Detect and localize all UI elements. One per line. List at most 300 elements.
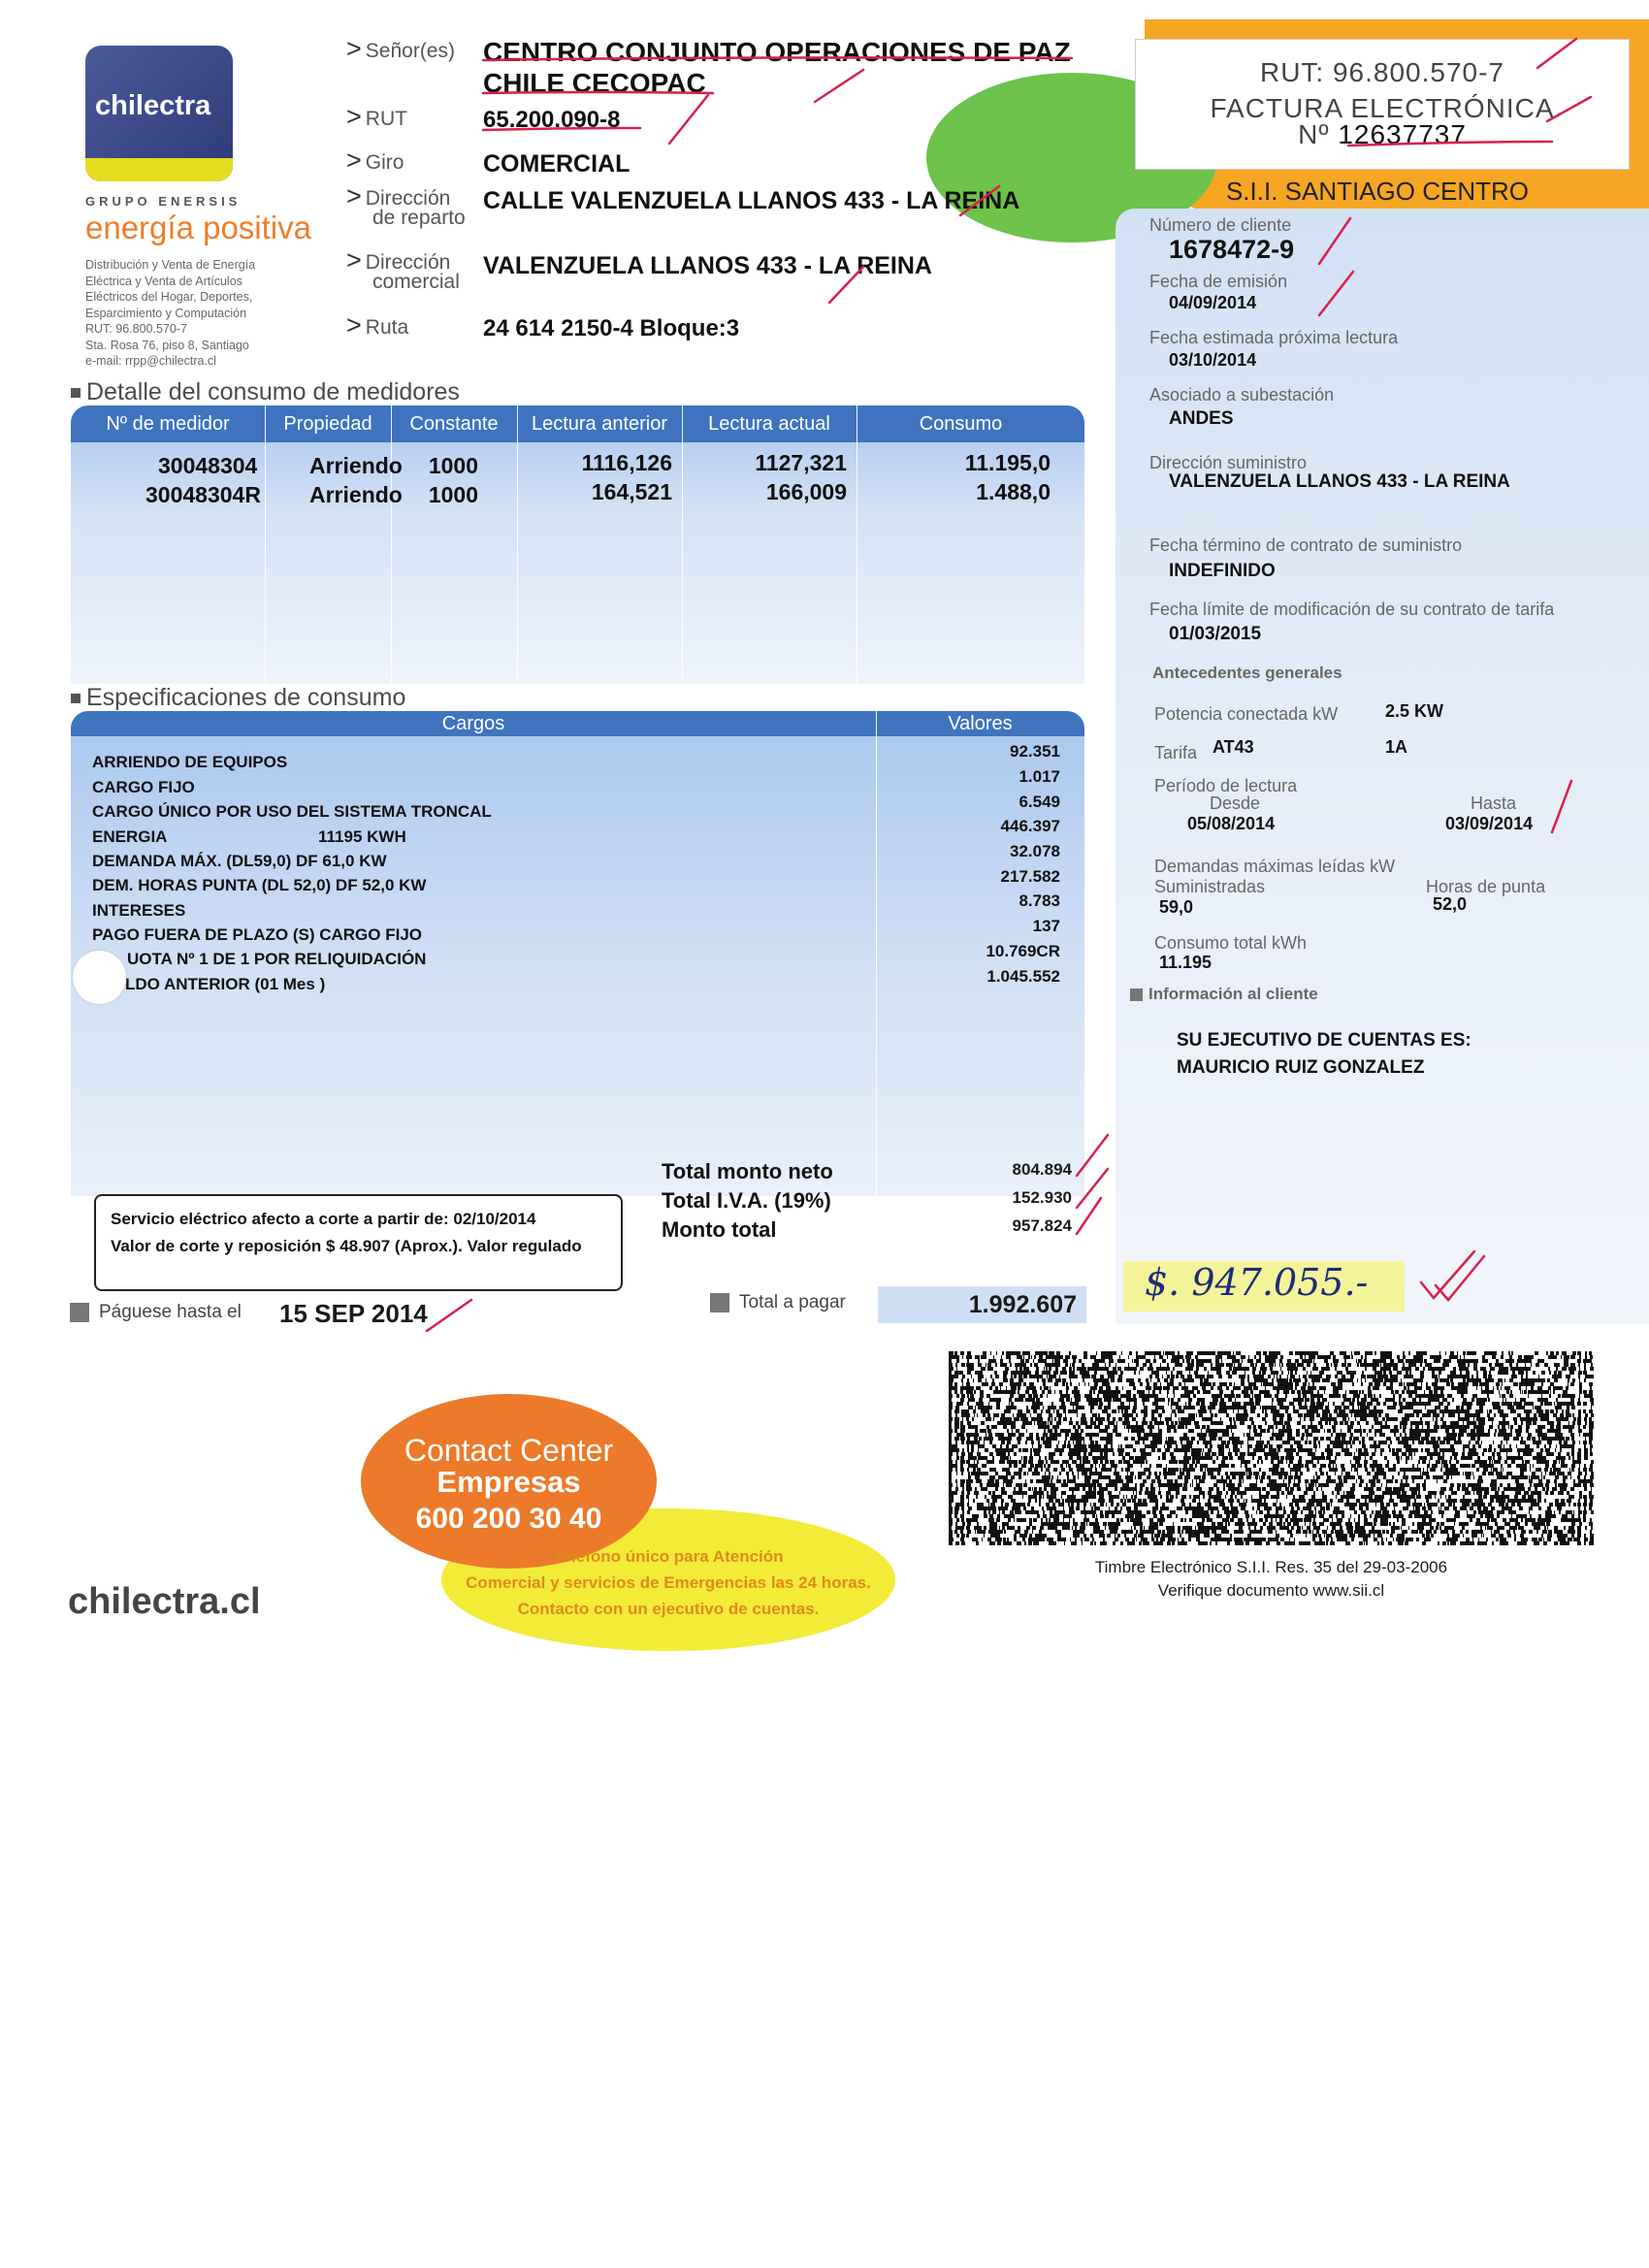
barcode-module (1050, 1441, 1051, 1444)
barcode-module (1426, 1429, 1430, 1433)
barcode-module (1060, 1429, 1061, 1433)
barcode-module (1310, 1394, 1314, 1398)
barcode-module (991, 1382, 994, 1386)
barcode-module (1412, 1475, 1415, 1479)
barcode-module (1401, 1441, 1405, 1444)
barcode-module (1175, 1479, 1177, 1483)
barcode-module (1394, 1394, 1395, 1398)
barcode-module (1444, 1425, 1448, 1429)
barcode-module (1023, 1472, 1026, 1475)
barcode-module (949, 1371, 951, 1375)
barcode-module (1191, 1363, 1194, 1367)
barcode-module (1155, 1417, 1157, 1421)
barcode-module (1224, 1394, 1227, 1398)
barcode-module (1180, 1468, 1181, 1472)
barcode-module (1028, 1386, 1030, 1390)
barcode-module (979, 1359, 980, 1363)
barcode-module (1004, 1456, 1005, 1460)
barcode-module (1288, 1417, 1292, 1421)
barcode-module (1408, 1413, 1412, 1417)
barcode-module (1353, 1394, 1354, 1398)
barcode-module (1568, 1472, 1571, 1475)
barcode-module (968, 1425, 970, 1429)
barcode-module (1315, 1456, 1317, 1460)
barcode-module (950, 1425, 952, 1429)
barcode-module (1160, 1363, 1161, 1367)
barcode-module (1179, 1371, 1182, 1375)
barcode-module (1258, 1425, 1262, 1429)
barcode-module (1104, 1444, 1108, 1448)
barcode-module (989, 1417, 991, 1421)
barcode-module (1445, 1468, 1446, 1472)
barcode-module (1234, 1421, 1235, 1425)
barcode-module (1472, 1452, 1475, 1456)
barcode-module (1056, 1409, 1057, 1413)
barcode-module (1568, 1394, 1572, 1398)
barcode-module (1284, 1475, 1287, 1479)
barcode-module (1521, 1359, 1524, 1363)
barcode-module (1319, 1444, 1320, 1448)
barcode-module (1256, 1359, 1257, 1363)
barcode-module (1021, 1464, 1025, 1468)
barcode-module (1176, 1444, 1178, 1448)
barcode-module (1219, 1429, 1223, 1433)
barcode-module (1439, 1448, 1443, 1452)
barcode-module (1203, 1472, 1206, 1475)
barcode-module (1393, 1429, 1394, 1433)
barcode-module (1160, 1437, 1162, 1441)
barcode-module (1191, 1375, 1192, 1378)
barcode-module (1500, 1413, 1501, 1417)
barcode-module (1082, 1444, 1085, 1448)
barcode-module (1310, 1425, 1313, 1429)
barcode-module (1398, 1409, 1399, 1413)
barcode-module (1003, 1378, 1006, 1382)
barcode-module (1013, 1382, 1017, 1386)
barcode-module (1434, 1437, 1436, 1441)
barcode-module (1128, 1367, 1130, 1371)
barcode-module (1528, 1390, 1529, 1394)
barcode-module (995, 1448, 998, 1452)
barcode-module (1436, 1417, 1438, 1421)
barcode-module (1421, 1421, 1423, 1425)
barcode-module (1153, 1394, 1157, 1398)
barcode-module (1472, 1359, 1475, 1363)
barcode-module (1480, 1409, 1483, 1413)
barcode-module (1571, 1452, 1573, 1456)
barcode-module (1083, 1371, 1086, 1375)
barcode-module (1000, 1456, 1003, 1460)
barcode-module (1414, 1363, 1416, 1367)
barcode-module (1183, 1433, 1187, 1437)
barcode-module (1106, 1483, 1109, 1487)
barcode-module (1526, 1417, 1530, 1421)
barcode-module (1114, 1371, 1117, 1375)
barcode-module (1456, 1468, 1458, 1472)
barcode-module (1026, 1417, 1028, 1421)
barcode-module (1239, 1375, 1241, 1378)
barcode-module (1139, 1371, 1140, 1375)
barcode-module (1431, 1437, 1434, 1441)
barcode-module (1568, 1375, 1570, 1378)
barcode-module (1064, 1441, 1066, 1444)
barcode-module (1147, 1382, 1149, 1386)
barcode-module (1430, 1468, 1432, 1472)
barcode-module (1305, 1413, 1308, 1417)
barcode-module (1214, 1475, 1216, 1479)
barcode-module (1033, 1394, 1036, 1398)
barcode-module (1547, 1378, 1550, 1382)
barcode-module (1423, 1472, 1426, 1475)
barcode-module (1159, 1398, 1163, 1402)
barcode-module (1289, 1402, 1293, 1406)
barcode-module (1470, 1406, 1471, 1409)
barcode-module (1404, 1375, 1406, 1378)
barcode-module (1276, 1386, 1277, 1390)
barcode-module (974, 1456, 977, 1460)
barcode-module (1066, 1371, 1067, 1375)
barcode-module (1561, 1456, 1562, 1460)
barcode-module (1320, 1425, 1323, 1429)
barcode-module (1090, 1448, 1093, 1452)
barcode-module (968, 1437, 970, 1441)
barcode-module (1201, 1456, 1202, 1460)
barcode-module (1419, 1359, 1423, 1363)
barcode-module (1426, 1472, 1429, 1475)
barcode-module (1550, 1452, 1554, 1456)
barcode-module (1447, 1437, 1451, 1441)
barcode-module (1578, 1371, 1579, 1375)
barcode-module (983, 1413, 986, 1417)
barcode-module (1117, 1398, 1121, 1402)
potencia-label: Potencia conectada kW (1154, 704, 1339, 724)
barcode-module (1318, 1394, 1322, 1398)
barcode-module (1201, 1406, 1205, 1409)
barcode-module (1015, 1363, 1018, 1367)
barcode-module (968, 1479, 971, 1483)
barcode-module (1481, 1402, 1484, 1406)
barcode-module (1410, 1359, 1411, 1363)
barcode-module (1070, 1417, 1072, 1421)
barcode-module (1078, 1398, 1081, 1402)
barcode-module (1030, 1413, 1031, 1417)
barcode-module (1566, 1394, 1568, 1398)
company-info-line: Distribución y Venta de Energía (85, 258, 256, 272)
barcode-module (1223, 1402, 1226, 1406)
barcode-module (1525, 1398, 1526, 1402)
barcode-module (1041, 1437, 1045, 1441)
barcode-module (1177, 1479, 1178, 1483)
barcode-module (967, 1359, 969, 1363)
barcode-module (1181, 1386, 1184, 1390)
barcode-module (1023, 1367, 1026, 1371)
barcode-module (1381, 1452, 1382, 1456)
barcode-module (1312, 1382, 1314, 1386)
barcode-module (1308, 1425, 1310, 1429)
barcode-module (1445, 1359, 1446, 1363)
barcode-module (1316, 1413, 1320, 1417)
barcode-module (1218, 1452, 1222, 1456)
barcode-module (1309, 1375, 1311, 1378)
barcode-module (1451, 1472, 1455, 1475)
barcode-module (1563, 1417, 1567, 1421)
barcode-module (1110, 1460, 1113, 1464)
barcode-module (1106, 1437, 1110, 1441)
barcode-module (1517, 1359, 1521, 1363)
barcode-module (1155, 1421, 1158, 1425)
barcode-module (1159, 1475, 1160, 1479)
barcode-module (1476, 1425, 1478, 1429)
barcode-module (1210, 1468, 1213, 1472)
barcode-module (1048, 1483, 1051, 1487)
barcode-module (949, 1402, 953, 1406)
barcode-module (1030, 1448, 1032, 1452)
barcode-module (1052, 1483, 1055, 1487)
meters-col-propiedad: Propiedad (283, 413, 372, 435)
barcode-module (1231, 1390, 1232, 1394)
barcode-module (1367, 1375, 1371, 1378)
barcode-module (1591, 1359, 1592, 1363)
barcode-module (1434, 1448, 1437, 1452)
barcode-module (1275, 1468, 1278, 1472)
barcode-module (1252, 1394, 1253, 1398)
barcode-module (1502, 1378, 1503, 1382)
barcode-module (1373, 1460, 1375, 1464)
barcode-module (1446, 1382, 1450, 1386)
barcode-module (1144, 1468, 1147, 1472)
barcode-module (1168, 1398, 1170, 1402)
barcode-module (1230, 1363, 1233, 1367)
barcode-module (1495, 1479, 1497, 1483)
barcode-module (1110, 1448, 1112, 1452)
barcode-module (1462, 1464, 1466, 1468)
barcode-module (1222, 1406, 1226, 1409)
barcode-module (1413, 1409, 1417, 1413)
barcode-module (1321, 1483, 1323, 1487)
barcode-module (1157, 1448, 1158, 1452)
barcode-module (1310, 1398, 1311, 1402)
barcode-module (1344, 1375, 1345, 1378)
barcode-module (1100, 1437, 1103, 1441)
barcode-module (1521, 1375, 1523, 1378)
charge-label: ARRIENDO DE EQUIPOS (92, 753, 288, 771)
barcode-module (1452, 1398, 1454, 1402)
barcode-module (1341, 1444, 1343, 1448)
charge-label: CARGO ÚNICO POR USO DEL SISTEMA TRONCAL (92, 802, 492, 821)
barcode-module (1382, 1425, 1385, 1429)
barcode-module (1088, 1483, 1091, 1487)
barcode-module (1253, 1375, 1257, 1378)
barcode-module (1154, 1441, 1158, 1444)
barcode-module (1062, 1378, 1063, 1382)
barcode-module (1492, 1452, 1494, 1456)
barcode-module (1533, 1406, 1534, 1409)
barcode-module (1404, 1468, 1406, 1472)
barcode-module (1226, 1425, 1228, 1429)
barcode-module (1566, 1359, 1568, 1363)
barcode-module (1116, 1394, 1117, 1398)
barcode-module (1322, 1402, 1324, 1406)
barcode-module (1471, 1464, 1475, 1468)
barcode-module (1275, 1394, 1277, 1398)
barcode-module (1180, 1472, 1184, 1475)
barcode-module (1282, 1429, 1286, 1433)
barcode-module (949, 1483, 950, 1487)
barcode-module (1105, 1456, 1106, 1460)
barcode-module (1277, 1382, 1281, 1386)
barcode-module (1532, 1378, 1534, 1382)
barcode-module (1370, 1464, 1373, 1468)
barcode-module (1076, 1421, 1078, 1425)
barcode-module (1315, 1425, 1317, 1429)
barcode-module (1351, 1371, 1354, 1375)
barcode-module (1061, 1402, 1065, 1406)
barcode-module (1409, 1375, 1410, 1378)
barcode-module (1505, 1402, 1507, 1406)
barcode-module (1329, 1479, 1332, 1483)
barcode-module (1273, 1429, 1274, 1433)
barcode-module (1049, 1429, 1051, 1433)
barcode-module (1114, 1429, 1117, 1433)
barcode-module (1445, 1429, 1446, 1433)
barcode-module (1459, 1367, 1460, 1371)
barcode-module (1568, 1425, 1569, 1429)
barcode-module (1313, 1359, 1314, 1363)
barcode-module (990, 1460, 994, 1464)
barcode-module (1108, 1375, 1111, 1378)
barcode-module (1521, 1378, 1522, 1382)
barcode-module (1372, 1413, 1374, 1417)
barcode-module (1198, 1456, 1201, 1460)
barcode-module (1435, 1464, 1438, 1468)
barcode-module (1072, 1460, 1076, 1464)
barcode-module (1561, 1386, 1563, 1390)
barcode-module (1184, 1390, 1188, 1394)
barcode-module (1251, 1437, 1254, 1441)
barcode-module (1584, 1363, 1586, 1367)
barcode-module (1377, 1421, 1381, 1425)
barcode-module (1166, 1386, 1168, 1390)
barcode-module (1117, 1390, 1118, 1394)
barcode-module (1317, 1429, 1320, 1433)
barcode-module (1524, 1409, 1528, 1413)
barcode-module (1392, 1475, 1394, 1479)
barcode-module (1401, 1479, 1403, 1483)
barcode-module (1169, 1483, 1173, 1487)
barcode-module (1373, 1444, 1375, 1448)
barcode-module (1288, 1390, 1289, 1394)
barcode-module (1267, 1429, 1270, 1433)
barcode-module (1579, 1464, 1580, 1468)
company-info-line: e-mail: rrpp@chilectra.cl (85, 354, 216, 368)
barcode-module (1073, 1359, 1076, 1363)
barcode-module (1113, 1452, 1115, 1456)
barcode-module (1545, 1390, 1549, 1394)
barcode-module (1452, 1425, 1454, 1429)
barcode-module (1213, 1468, 1217, 1472)
barcode-module (1329, 1394, 1332, 1398)
barcode-module (1389, 1371, 1392, 1375)
barcode-module (1472, 1382, 1476, 1386)
barcode-module (1166, 1472, 1167, 1475)
limite-label: Fecha límite de modificación de su contrato de tarifa (1149, 599, 1555, 619)
barcode-module (1394, 1429, 1397, 1433)
barcode-module (1494, 1456, 1495, 1460)
barcode-module (1392, 1448, 1395, 1452)
barcode-module (1501, 1448, 1502, 1452)
hasta-date: 03/09/2014 (1445, 814, 1534, 833)
barcode-module (1293, 1402, 1294, 1406)
barcode-module (1129, 1444, 1133, 1448)
barcode-module (1224, 1479, 1227, 1483)
barcode-module (1503, 1409, 1504, 1413)
barcode-module (1166, 1421, 1167, 1425)
barcode-module (1568, 1421, 1569, 1425)
barcode-module (1065, 1437, 1067, 1441)
barcode-module (1533, 1475, 1536, 1479)
barcode-module (1251, 1382, 1253, 1386)
barcode-module (1203, 1375, 1205, 1378)
barcode-module (1327, 1444, 1329, 1448)
barcode-module (1227, 1464, 1229, 1468)
barcode-module (1231, 1394, 1235, 1398)
barcode-module (1533, 1456, 1536, 1460)
neto-value: 804.894 (1012, 1160, 1072, 1179)
barcode-module (1347, 1421, 1348, 1425)
barcode-module (1095, 1433, 1099, 1437)
barcode-module (960, 1402, 963, 1406)
barcode-module (1004, 1475, 1005, 1479)
barcode-module (1505, 1398, 1506, 1402)
barcode-module (1252, 1367, 1254, 1371)
barcode-module (1468, 1452, 1469, 1456)
barcode-module (1271, 1468, 1275, 1472)
barcode-module (1329, 1456, 1331, 1460)
barcode-module (951, 1386, 954, 1390)
barcode-module (1075, 1433, 1076, 1437)
barcode-module (1484, 1367, 1486, 1371)
barcode-module (1305, 1359, 1308, 1363)
barcode-module (1475, 1409, 1478, 1413)
barcode-module (1509, 1472, 1512, 1475)
barcode-module (988, 1433, 989, 1437)
barcode-module (1054, 1363, 1056, 1367)
barcode-module (1089, 1472, 1091, 1475)
barcode-module (1478, 1479, 1482, 1483)
barcode-module (1524, 1402, 1526, 1406)
barcode-module (1566, 1437, 1569, 1441)
barcode-module (1334, 1363, 1338, 1367)
barcode-module (1014, 1472, 1017, 1475)
barcode-module (1422, 1425, 1423, 1429)
barcode-module (1107, 1475, 1111, 1479)
barcode-module (983, 1429, 986, 1433)
barcode-module (1451, 1371, 1452, 1375)
barcode-module (1482, 1479, 1483, 1483)
barcode-module (949, 1448, 951, 1452)
barcode-module (1522, 1475, 1524, 1479)
barcode-module (1394, 1433, 1396, 1437)
barcode-module (1443, 1437, 1447, 1441)
barcode-module (1326, 1398, 1327, 1402)
barcode-module (1186, 1359, 1190, 1363)
barcode-module (1367, 1402, 1368, 1406)
barcode-module (1046, 1441, 1047, 1444)
barcode-module (1015, 1425, 1016, 1429)
barcode-module (1000, 1437, 1001, 1441)
barcode-module (1337, 1413, 1338, 1417)
barcode-module (1269, 1359, 1272, 1363)
